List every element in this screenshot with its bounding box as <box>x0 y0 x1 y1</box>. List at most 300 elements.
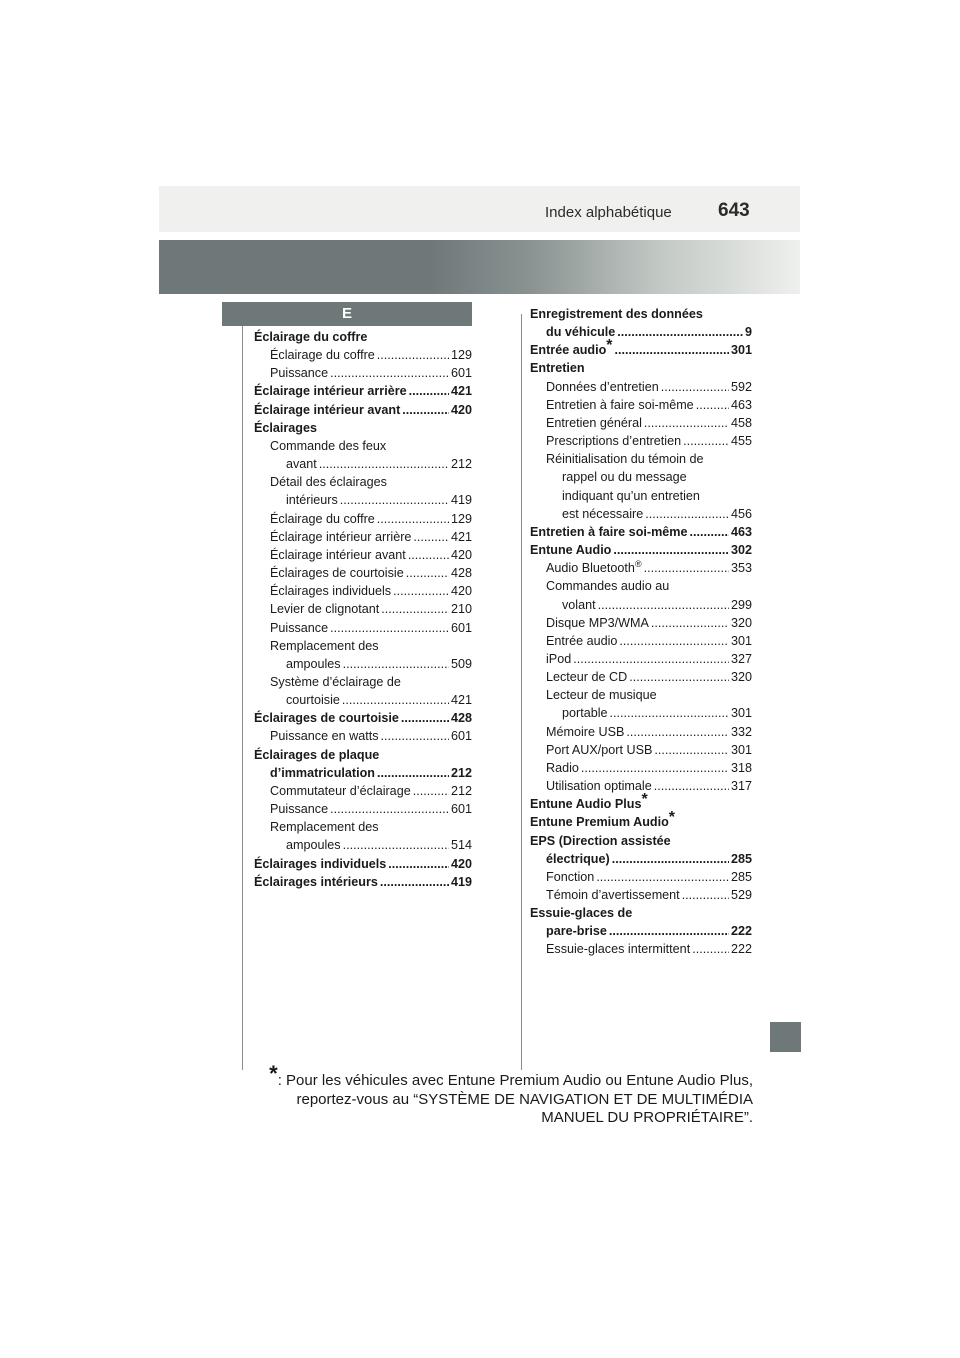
index-entry <box>530 505 752 523</box>
index-entry-label: Levier de clignotant <box>270 602 380 617</box>
index-entry-page: 301 <box>730 706 752 721</box>
index-entry-label: Puissance <box>270 366 329 381</box>
index-column-right <box>530 305 752 959</box>
index-entry <box>530 359 752 377</box>
index-entry <box>530 468 752 486</box>
index-entry-label: ampoules <box>286 838 341 853</box>
index-entry <box>530 791 752 813</box>
index-entry-label: pare-brise <box>546 924 607 939</box>
index-entry-label: Essuie-glaces de <box>530 906 633 921</box>
index-entry <box>254 328 472 346</box>
index-entry-text <box>270 528 411 546</box>
index-entry-page: 601 <box>450 802 472 817</box>
index-entry-text <box>254 748 379 762</box>
index-entry-text <box>546 632 617 650</box>
index-entry-text <box>546 759 579 777</box>
dot-leader <box>683 432 729 450</box>
index-entry-text <box>546 850 610 868</box>
index-entry-label: Entrée audio <box>546 633 618 648</box>
index-entry <box>530 596 752 614</box>
dot-leader <box>377 764 449 782</box>
index-entry <box>530 414 752 432</box>
index-entry-label: Données d’entretien <box>546 379 659 394</box>
index-entry <box>254 346 472 364</box>
index-entry-text <box>546 741 652 759</box>
index-entry-label: Utilisation optimale <box>546 779 652 794</box>
index-entry <box>530 868 752 886</box>
index-entry-text <box>530 523 687 541</box>
index-entry-text <box>546 922 607 940</box>
index-entry-label: Audio Bluetooth <box>546 561 635 576</box>
index-entry <box>254 855 472 873</box>
index-entry <box>254 637 472 655</box>
index-entry <box>254 673 472 691</box>
index-entry-label: Réinitialisation du témoin de <box>546 452 704 467</box>
index-entry <box>530 541 752 559</box>
index-entry-text <box>254 330 367 344</box>
dot-leader <box>343 655 449 673</box>
index-entry-text <box>270 439 386 453</box>
index-entry-text <box>546 868 594 886</box>
index-entry <box>530 723 752 741</box>
index-entry-page: 332 <box>730 724 752 739</box>
index-entry-label: Éclairage du coffre <box>270 511 375 526</box>
header-band <box>159 186 800 232</box>
index-entry-text <box>286 455 317 473</box>
index-entry-label: Lecteur de musique <box>546 688 657 703</box>
index-entry-text <box>546 432 681 450</box>
index-entry-text <box>546 323 615 341</box>
index-entry-label: Disque MP3/WMA <box>546 615 649 630</box>
index-entry-label: électrique) <box>546 851 610 866</box>
index-entry <box>530 809 752 831</box>
index-entry-label: Éclairage intérieur arrière <box>270 529 412 544</box>
index-entry-text <box>270 546 406 564</box>
index-entry-text <box>546 614 649 632</box>
dot-leader <box>408 546 449 564</box>
index-entry-page: 420 <box>450 856 472 871</box>
index-entry <box>530 487 752 505</box>
dot-leader <box>651 614 729 632</box>
index-entry-page: 514 <box>450 838 472 853</box>
index-entry <box>530 904 752 922</box>
dot-leader <box>619 632 729 650</box>
index-entry-page: 353 <box>730 561 752 576</box>
registered-mark-icon: ® <box>634 559 642 570</box>
index-entry <box>530 305 752 323</box>
dot-leader <box>401 709 449 727</box>
column-rule-left <box>242 326 243 1070</box>
index-entry-text <box>530 809 676 830</box>
dot-leader <box>342 691 449 709</box>
dot-leader <box>654 741 729 759</box>
index-entry-page: 455 <box>730 434 752 449</box>
index-entry-page: 320 <box>730 615 752 630</box>
index-entry-text <box>286 836 341 854</box>
page-number: 643 <box>718 200 750 221</box>
dot-leader <box>330 619 449 637</box>
index-entry-page: 301 <box>730 343 752 358</box>
index-entry-page: 222 <box>730 942 752 957</box>
footnote-line-2: reportez-vous au “SYSTÈME DE NAVIGATION ET DE MULTIMÉDIA <box>296 1090 753 1108</box>
index-entry-text <box>530 361 585 375</box>
index-entry-label: Puissance en watts <box>270 729 379 744</box>
index-entry <box>530 832 752 850</box>
index-entry <box>254 455 472 473</box>
index-entry-text <box>254 709 399 727</box>
index-entry <box>254 873 472 891</box>
index-entry-label: Essuie-glaces intermittent <box>546 942 691 957</box>
index-entry-label: Éclairages <box>254 420 318 435</box>
dot-leader <box>609 922 729 940</box>
index-entry-page: 421 <box>450 384 472 399</box>
index-entry-text <box>270 727 379 745</box>
index-entry-label: Commandes audio au <box>546 579 670 594</box>
index-entry-label: Lecteur de CD <box>546 670 628 685</box>
dot-leader <box>598 596 729 614</box>
dot-leader <box>388 855 449 873</box>
index-entry-page: 421 <box>450 693 472 708</box>
index-entry <box>254 818 472 836</box>
index-entry <box>254 510 472 528</box>
index-entry-page: 420 <box>450 547 472 562</box>
index-entry <box>530 940 752 958</box>
index-entry <box>530 668 752 686</box>
index-entry <box>254 401 472 419</box>
index-entry-label: volant <box>562 597 596 612</box>
index-entry-text <box>270 582 391 600</box>
index-column-left <box>254 328 472 891</box>
index-entry-text <box>270 800 328 818</box>
index-entry-label: Remplacement des <box>270 638 379 653</box>
dot-leader <box>343 836 449 854</box>
index-entry-label: Éclairages intérieurs <box>254 874 378 889</box>
index-entry-label: Commutateur d’éclairage <box>270 783 411 798</box>
index-entry-text <box>546 378 659 396</box>
index-entry-page: 318 <box>730 760 752 775</box>
index-entry-text <box>286 491 338 509</box>
index-entry <box>254 655 472 673</box>
footnote-line-1 <box>252 1061 753 1091</box>
index-entry <box>530 378 752 396</box>
index-entry-page: 529 <box>730 888 752 902</box>
dot-leader <box>617 323 743 341</box>
index-entry-label: rappel ou du message <box>562 470 687 485</box>
index-entry-text <box>254 873 378 891</box>
index-entry-label: Prescriptions d’entretien <box>546 434 682 449</box>
index-entry <box>254 691 472 709</box>
index-entry-page: 463 <box>730 524 752 539</box>
index-entry-text <box>254 382 407 400</box>
index-entry-text <box>546 650 571 668</box>
index-entry <box>254 437 472 455</box>
dot-leader <box>682 886 729 904</box>
dot-leader <box>645 505 729 523</box>
index-entry-label: Éclairage intérieur avant <box>254 402 401 417</box>
index-entry <box>254 764 472 782</box>
index-entry-label: Éclairages de plaque <box>254 747 380 762</box>
dot-leader <box>613 541 729 559</box>
index-entry <box>530 759 752 777</box>
index-entry <box>530 523 752 541</box>
index-entry-label: portable <box>562 706 608 721</box>
index-entry-page: 420 <box>450 402 472 417</box>
index-entry-label: Entrée audio <box>530 343 607 358</box>
dot-leader <box>381 600 449 618</box>
footnote-marker-icon: * <box>606 337 613 355</box>
page-header-title: Index alphabétique <box>545 204 672 221</box>
index-entry <box>530 614 752 632</box>
index-entry-text <box>546 452 704 466</box>
index-entry-text <box>530 906 632 920</box>
index-entry-label: Éclairage du coffre <box>254 330 368 344</box>
index-entry <box>254 419 472 437</box>
index-entry-page: 592 <box>730 379 752 394</box>
dot-leader <box>629 668 729 686</box>
index-entry-label: Remplacement des <box>270 820 379 835</box>
index-entry-label: Fonction <box>546 869 595 884</box>
index-entry-label: EPS (Direction assistée <box>530 833 671 848</box>
index-entry-page: 601 <box>450 620 472 635</box>
index-entry-text <box>546 688 657 702</box>
dot-leader <box>644 559 729 577</box>
index-entry-page: 428 <box>450 711 472 726</box>
dot-leader <box>393 582 449 600</box>
footnote-line-3: MANUEL DU PROPRIÉTAIRE”. <box>541 1109 753 1126</box>
dot-leader <box>330 364 449 382</box>
dot-leader <box>330 800 449 818</box>
index-entry-label: Enregistrement des données <box>530 307 703 321</box>
index-entry <box>530 886 752 904</box>
section-letter: E <box>222 302 472 326</box>
index-entry-label: courtoisie <box>286 693 340 708</box>
dot-leader <box>689 523 729 541</box>
index-entry-text <box>270 346 375 364</box>
index-entry <box>530 337 752 359</box>
dot-leader <box>654 777 729 795</box>
index-entry-page: 463 <box>730 397 752 412</box>
dot-leader <box>615 341 729 359</box>
index-entry <box>254 709 472 727</box>
index-entry-text <box>530 791 648 812</box>
index-entry-page: 212 <box>450 783 472 798</box>
index-entry <box>530 432 752 450</box>
index-entry <box>254 600 472 618</box>
index-entry-page: 212 <box>450 457 472 472</box>
index-entry-page: 212 <box>450 765 472 780</box>
index-entry-page: 299 <box>730 597 752 612</box>
index-entry-label: Éclairages de courtoisie <box>254 711 399 726</box>
index-entry-text <box>546 886 680 904</box>
index-entry-label: Éclairage intérieur arrière <box>254 384 407 399</box>
index-entry-label: indiquant qu’un entretien <box>562 488 700 503</box>
index-entry-text <box>546 396 694 414</box>
index-entry <box>254 528 472 546</box>
index-entry-page: 456 <box>730 506 752 521</box>
index-entry-text <box>270 764 375 782</box>
index-entry-page: 210 <box>450 602 472 617</box>
index-entry-label: Entune Audio <box>530 543 612 558</box>
index-entry-text <box>562 596 596 614</box>
index-entry-text <box>546 579 669 593</box>
index-entry-page: 320 <box>730 670 752 685</box>
index-entry-label: Éclairages individuels <box>270 584 392 599</box>
index-entry-label: Mémoire USB <box>546 724 625 739</box>
index-entry <box>530 396 752 414</box>
index-entry <box>530 632 752 650</box>
index-entry-page: 421 <box>450 529 472 544</box>
index-entry-page: 601 <box>450 366 472 381</box>
index-entry-label: Éclairages de courtoisie <box>270 566 404 581</box>
index-entry-label: Commande des feux <box>270 438 387 453</box>
index-entry <box>254 364 472 382</box>
index-entry-label: Détail des éclairages <box>270 475 387 490</box>
index-entry-label: Témoin d’avertissement <box>546 888 680 902</box>
index-entry <box>530 704 752 722</box>
index-entry-label: Entretien général <box>546 415 642 430</box>
footnote-text-1: : Pour les véhicules avec Entune Premium Audio ou Entune Audio Plus, <box>277 1072 753 1089</box>
index-entry-page: 419 <box>450 874 472 889</box>
index-entry-page: 301 <box>730 742 752 757</box>
index-entry-label: Entune Audio Plus <box>530 797 642 812</box>
index-entry-page: 601 <box>450 729 472 744</box>
index-entry-label: Puissance <box>270 620 329 635</box>
index-entry-text <box>270 364 328 382</box>
dot-leader <box>340 491 449 509</box>
index-entry-page: 458 <box>730 415 752 430</box>
index-entry-text <box>286 655 341 673</box>
column-rule-middle <box>521 314 522 1070</box>
footnote-marker-icon: * <box>668 809 676 827</box>
index-entry <box>530 686 752 704</box>
dot-leader <box>409 382 449 400</box>
index-entry-text <box>286 691 340 709</box>
index-entry-text <box>270 510 375 528</box>
index-entry-text <box>254 401 400 419</box>
index-entry-text <box>546 940 690 958</box>
index-entry-text <box>562 470 687 484</box>
index-entry-text <box>562 505 643 523</box>
index-entry-label: Éclairages individuels <box>254 856 387 871</box>
index-entry <box>530 650 752 668</box>
dot-leader <box>626 723 729 741</box>
index-entry-page: 285 <box>730 851 752 866</box>
dot-leader <box>402 401 449 419</box>
index-entry-label: Puissance <box>270 802 329 817</box>
index-entry-text <box>546 414 642 432</box>
index-entry <box>530 741 752 759</box>
index-entry-label: Entretien <box>530 361 585 376</box>
index-entry <box>254 382 472 400</box>
footnote-marker-icon: * <box>641 791 648 809</box>
index-entry-label: Entune Premium Audio <box>530 815 669 830</box>
index-entry <box>254 836 472 854</box>
index-entry-label: est nécessaire <box>562 506 644 521</box>
index-entry-text <box>270 619 328 637</box>
dot-leader <box>596 868 729 886</box>
index-entry-label: iPod <box>546 651 572 666</box>
index-entry-page: 419 <box>450 493 472 508</box>
index-entry-page: 129 <box>450 511 472 526</box>
index-entry <box>254 546 472 564</box>
index-entry <box>254 582 472 600</box>
index-entry-label: Éclairage intérieur avant <box>270 547 406 562</box>
index-entry-text <box>530 834 671 848</box>
index-entry <box>530 323 752 341</box>
dot-leader <box>644 414 729 432</box>
footnote <box>252 1061 753 1128</box>
index-entry-page: 9 <box>744 325 752 340</box>
footnote-star: * <box>269 1061 278 1086</box>
dot-leader <box>581 759 729 777</box>
dot-leader <box>610 704 729 722</box>
dot-leader <box>319 455 449 473</box>
index-entry-text <box>254 855 386 873</box>
index-entry-page: 317 <box>730 779 752 794</box>
index-entry <box>530 922 752 940</box>
index-entry-page: 420 <box>450 584 472 599</box>
index-entry-page: 222 <box>730 924 752 939</box>
dot-leader <box>696 396 729 414</box>
index-entry-text <box>254 421 317 435</box>
index-entry <box>254 746 472 764</box>
index-entry-text <box>546 723 624 741</box>
index-entry-text <box>270 675 401 689</box>
index-entry-label: Port AUX/port USB <box>546 742 653 757</box>
index-entry-text <box>270 820 379 834</box>
index-entry-text <box>270 600 379 618</box>
dot-leader <box>406 564 449 582</box>
index-entry <box>254 564 472 582</box>
chapter-thumb-tab <box>770 1022 801 1052</box>
index-entry-label: ampoules <box>286 656 341 671</box>
index-entry-label: Éclairage du coffre <box>270 348 375 363</box>
index-entry <box>530 850 752 868</box>
index-entry <box>254 800 472 818</box>
dot-leader <box>377 346 449 364</box>
index-entry <box>254 619 472 637</box>
index-entry-label: avant <box>286 457 317 472</box>
index-entry-label: du véhicule <box>546 325 616 340</box>
index-entry-label: Entretien à faire soi-même <box>530 524 688 539</box>
index-entry-text <box>546 559 642 577</box>
dot-leader <box>413 782 449 800</box>
dot-leader <box>573 650 729 668</box>
index-entry-page: 301 <box>730 633 752 648</box>
dot-leader <box>380 873 449 891</box>
index-entry-page: 509 <box>450 656 472 671</box>
index-entry <box>254 727 472 745</box>
index-entry-label: d’immatriculation <box>270 765 375 780</box>
dot-leader <box>377 510 449 528</box>
index-entry-text <box>530 307 703 321</box>
index-entry-page: 327 <box>730 651 752 666</box>
index-entry-label: Radio <box>546 760 579 775</box>
index-entry-label: intérieurs <box>286 493 338 508</box>
index-entry-label: Système d’éclairage de <box>270 674 401 689</box>
index-entry <box>530 559 752 577</box>
index-entry-text <box>562 704 608 722</box>
dot-leader <box>612 850 729 868</box>
decorative-banner <box>159 240 800 294</box>
index-entry <box>254 473 472 491</box>
dot-leader <box>381 727 449 745</box>
index-entry-text <box>270 782 411 800</box>
index-entry-text <box>562 489 700 503</box>
index-entry-label: Entretien à faire soi-même <box>546 397 694 412</box>
index-entry-text <box>270 475 387 489</box>
index-entry-text <box>530 337 613 359</box>
